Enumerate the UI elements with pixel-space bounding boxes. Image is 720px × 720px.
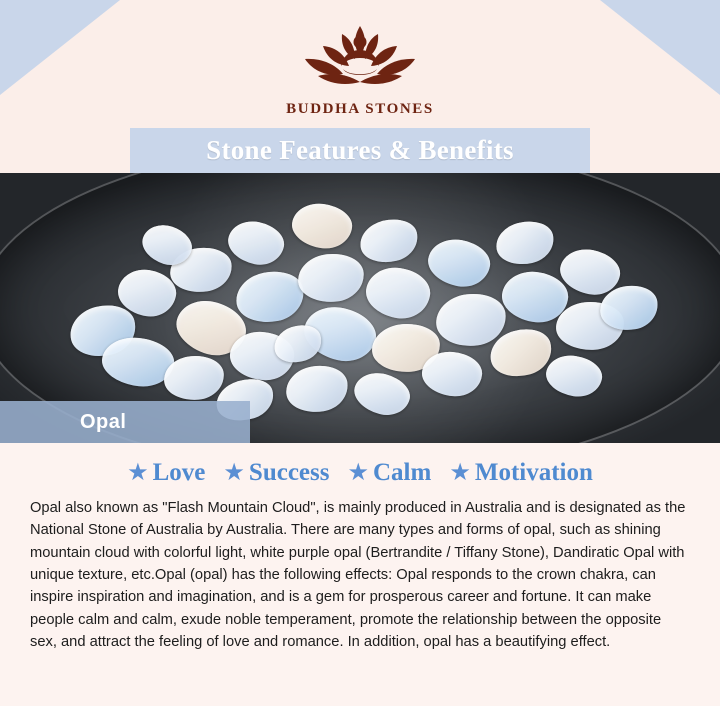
stone-pile bbox=[60, 198, 660, 428]
star-icon: ★ bbox=[127, 459, 149, 486]
product-photo bbox=[0, 173, 720, 443]
stone bbox=[224, 217, 288, 270]
stone bbox=[424, 235, 493, 291]
stone bbox=[232, 266, 308, 328]
stone bbox=[350, 368, 414, 421]
benefit-item-love bbox=[127, 459, 205, 487]
star-icon: ★ bbox=[223, 459, 245, 486]
benefit-item-motivation bbox=[449, 459, 593, 487]
stone bbox=[356, 214, 422, 268]
stone-name: Opal bbox=[80, 410, 127, 433]
page-title-bar bbox=[130, 128, 590, 173]
benefit-label: Calm bbox=[373, 459, 432, 486]
stone bbox=[543, 352, 605, 400]
star-icon: ★ bbox=[449, 459, 471, 486]
stone bbox=[290, 201, 355, 252]
lotus-buddha-icon bbox=[285, 14, 435, 99]
stone bbox=[363, 264, 433, 322]
benefit-list bbox=[24, 443, 696, 493]
header bbox=[0, 0, 720, 173]
star-icon: ★ bbox=[347, 459, 369, 486]
benefit-item-success bbox=[223, 459, 329, 487]
stone bbox=[492, 217, 557, 270]
stone-description: Opal also known as "Flash Mountain Cloud", is mainly produced in Australia and is designated as the National Stone of Australia by Australia. There are many types and forms of opal, such as shining mountain cloud with colorful light, white purple opal (Bertrandite / Tiffany Stone), Dandiratic Opal with unique texture, etc.Opal (opal) has the following effects: Opal responds to the crown chakra, can inspire inspiration and imagination, and is a gem for prosperous career and fortune. It can make people calm and calm, exude noble temperament, promote the relationship between the opposite sex, and attract the feeling of love and romance. In addition, opal has a beautifying effect. bbox=[30, 500, 686, 651]
benefit-item-calm bbox=[347, 459, 431, 487]
stone-name-caption bbox=[0, 401, 250, 443]
stone bbox=[283, 362, 351, 417]
benefit-label: Success bbox=[248, 459, 330, 486]
benefit-label: Love bbox=[152, 459, 206, 486]
brand-name: BUDDHA STONES bbox=[286, 101, 434, 117]
benefits-section bbox=[0, 443, 720, 720]
brand-block bbox=[0, 14, 720, 118]
stone bbox=[420, 350, 484, 399]
stone bbox=[296, 251, 367, 306]
footer-strip bbox=[0, 706, 720, 720]
page-title: Stone Features & Benefits bbox=[206, 135, 514, 165]
benefit-label: Motivation bbox=[474, 459, 593, 486]
